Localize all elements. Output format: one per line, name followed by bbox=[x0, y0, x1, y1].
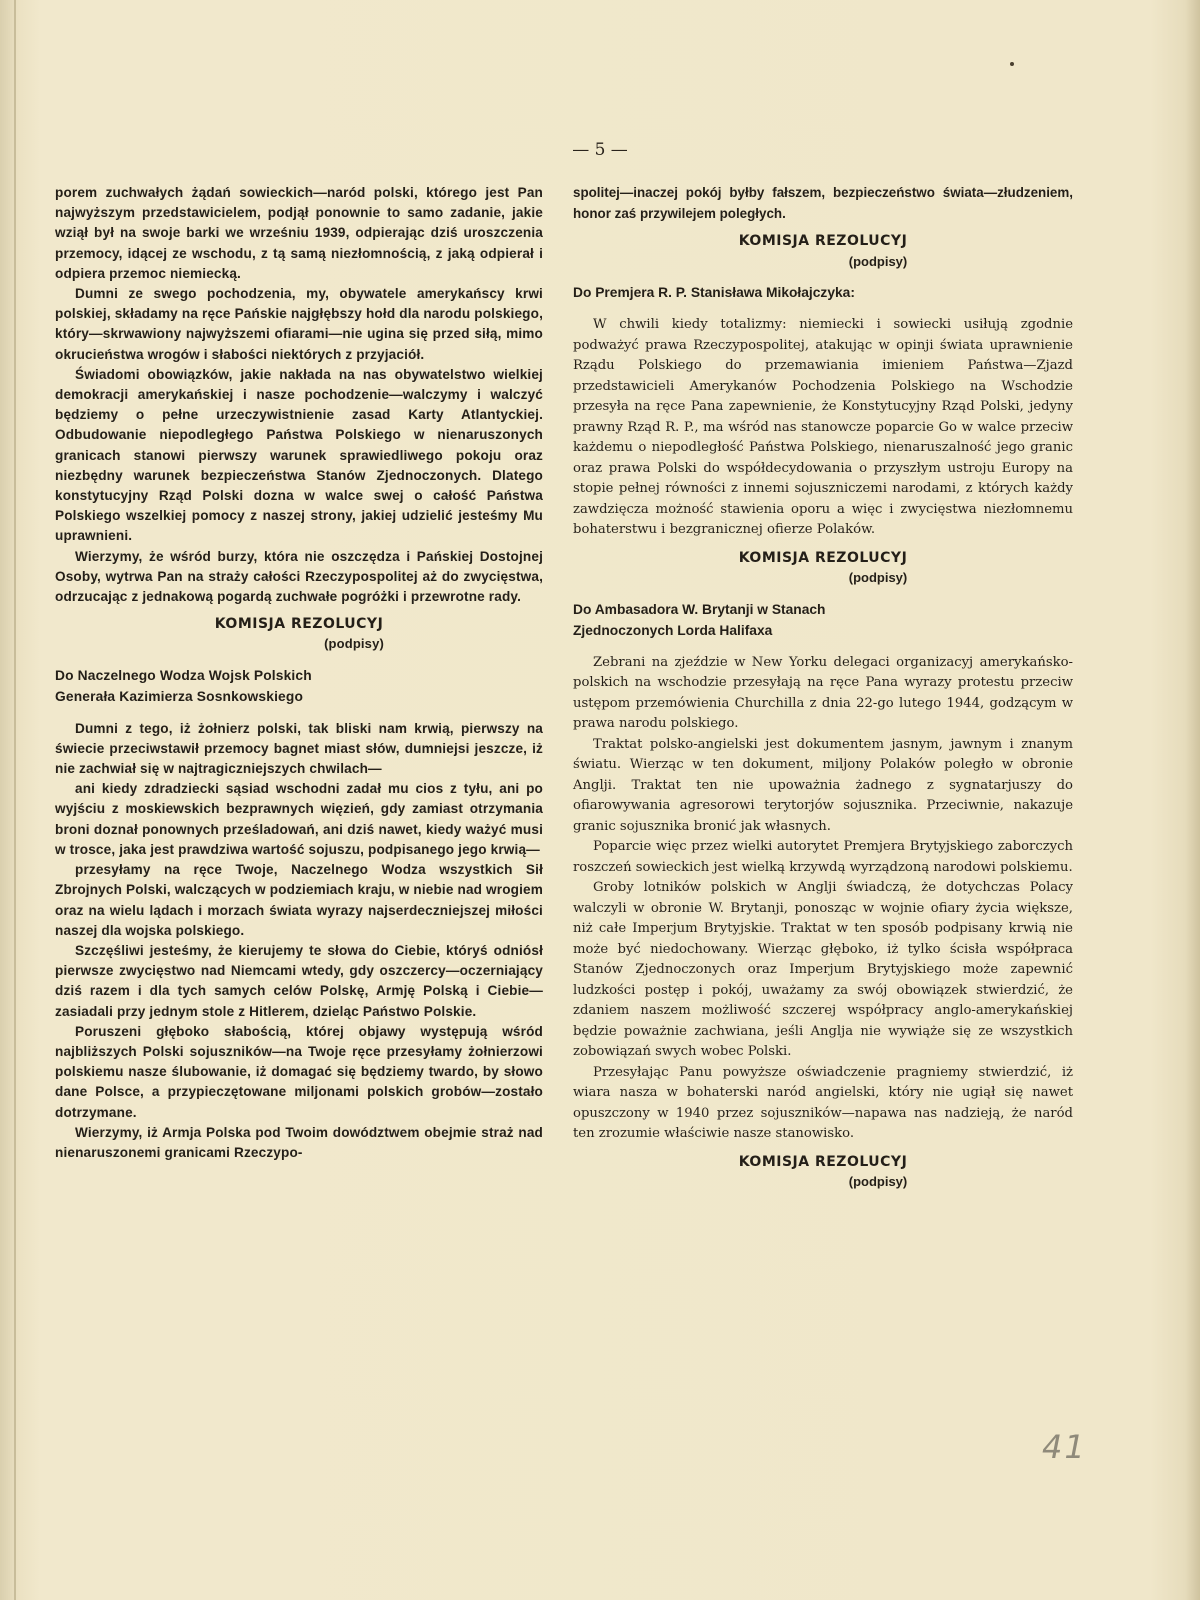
page-number: — 5 — bbox=[572, 140, 628, 160]
paragraph: Wierzymy, iż Armja Polska pod Twoim dowództwem obejmie straż nad nienaruszonemi granicami Rzeczypo- bbox=[55, 1124, 543, 1160]
addressee-line: Do Naczelnego Wodza Wojsk Polskich bbox=[55, 667, 312, 683]
letter-addressee: Do Premjera R. P. Stanisława Mikołajczyka: bbox=[573, 285, 855, 300]
paragraph: Traktat polsko-angielski jest dokumentem jasnym, jawnym i znanym światu. Wierząc w ten dokument, miljony Polaków poległo w obronie Anglji. Traktat ten nie upoważnia żadnego z sygnatarjuszy do ofiarowywania agresorowi terytorjów sojusznika. Przeciwnie, nakazuje granic sojusznika bronić jak własnych. bbox=[573, 736, 1073, 834]
commission-heading: KOMISJA REZOLUCYJ bbox=[738, 233, 908, 249]
paragraph: Groby lotników polskich w Anglji świadczą, że dotychczas Polacy walczyli w obronie W. Brytanji, ponosząc w wojnie ofiary życia większe, niż całe Imperjum Brytyjskie. Traktat w ten sposób podpisany krwią nie może być niedochowany. Wierząc głęboko, iż tylko ścisła współpraca Stanów Zjednoczonych oraz Imperjum Brytyjskiego może zapewnić ludzkości postęp i pokój, uważamy za swój obowiązek stwierdzić, że zdaniem naszem możliwość szczerej współpracy anglo-amerykańskiej będzie poważnie zachwiana, jeśli Anglja nie wywiąże się ze wszystkich zobowiązań swych wobec Polski. bbox=[573, 880, 1073, 1059]
binding-edge bbox=[14, 0, 16, 1600]
addressee-line: Zjednoczonych Lorda Halifaxa bbox=[573, 622, 773, 638]
paragraph: Zebrani na zjeździe w New Yorku delegaci organizacyj amerykańsko-polskich na wschodzie przesyłają na ręce Pana wyrazy protestu przeciw ustępom przemówienia Churchilla z dnia 22-go lutego 1944, godzącym w prawa narodu polskiego. bbox=[573, 654, 1073, 731]
letter-addressee bbox=[573, 599, 1073, 641]
paragraph: Poparcie więc przez wielki autorytet Premjera Brytyjskiego zaborczych roszczeń sowieckich jest wielką krzywdą wyrządzoną narodowi polskiemu. bbox=[573, 839, 1073, 875]
signatures-note: (podpisy) bbox=[848, 1174, 908, 1189]
signatures-note: (podpisy) bbox=[324, 636, 384, 652]
handwritten-page-note: 41 bbox=[1042, 1428, 1087, 1466]
paragraph: Świadomi obowiązków, jakie nakłada na nas obywatelstwo wielkiej demokracji amerykańskiej i nasze pochodzenie—walczymy i walczyć będziemy o pełne urzeczywistnienie zasad Karty Atlantyckiej. Odbudowanie niepodległego Państwa Polskiego w nienaruszonych granicach stanowi pierwszy warunek sprawiedliwego pokoju oraz niezbędny warunek bezpieczeństwa Stanów Zjednoczonych. Dlatego konstytucyjny Rząd Polski dozna w walce swej o całość Państwa Polskiego wszelkiej pomocy z naszej strony, jakiej udzielić jesteśmy Mu uprawnieni. bbox=[55, 366, 543, 544]
paragraph: Przesyłając Panu powyższe oświadczenie pragniemy stwierdzić, iż wiara nasza w bohaterski naród angielski, który nie ugiął się nawet opuszczony w 1940 przez sojuszników—napawa nas nadzieją, że naród ten zrozumie właściwie nasze stanowisko. bbox=[573, 1064, 1073, 1141]
addressee-line: Do Ambasadora W. Brytanji w Stanach bbox=[573, 601, 826, 617]
paragraph: Szczęśliwi jesteśmy, że kierujemy te słowa do Ciebie, któryś odniósł pierwsze zwycięstwo nad Niemcami wtedy, gdy oszczercy—oczerniający dziś razem i dla tych samych celów Polskę, Armję Polską i Ciebie—zasiadali przy jednym stole z Hitlerem, dzieląc Państwo Polskie. bbox=[55, 942, 543, 1019]
letter-addressee bbox=[55, 665, 543, 707]
paragraph: porem zuchwałych żądań sowieckich—naród polski, którego jest Pan najwyższym przedstawicielem, podjął ponownie to samo zadanie, jakie wziął był na swoje barki we wrześniu 1939, odpierając dziś uroszczenia przemocy, idącej ze wschodu, z tą samą niezłomnością, z jaką odpierał i odpiera przemoc niemiecką. bbox=[55, 185, 543, 281]
paragraph: Wierzymy, że wśród burzy, która nie oszczędza i Pańskiej Dostojnej Osoby, wytrwa Pan na straży całości Rzeczypospolitej aż do zwycięstwa, odrzucając z jednakową pogardą zuchwałe pogróżki i przewrotne rady. bbox=[55, 548, 543, 605]
paragraph: przesyłamy na ręce Twoje, Naczelnego Wodza wszystkich Sił Zbrojnych Polski, walczących w podziemiach kraju, w niebie nad wrogiem oraz na wielu lądach i morzach świata wyrazy najserdeczniejszej miłości naszej dla wojska polskiego. bbox=[55, 862, 543, 938]
paragraph: Dumni z tego, iż żołnierz polski, tak bliski nam krwią, pierwszy na świecie przeciwstawił przemocy bagnet miast słów, dumniejsi jeszcze, iż nie zachwiał się w najtragiczniejszych chwilach— bbox=[55, 720, 543, 777]
paragraph: Poruszeni głęboko słabością, której objawy występują wśród najbliższych Polski sojuszników—na Twoje ręce przesyłamy żołnierzowi polskiemu nasze ślubowanie, iż domagać się będziemy twardo, by słowo dane Polsce, a przypieczętowane miljonami polskich grobów—zostało dotrzymane. bbox=[55, 1023, 543, 1120]
addressee-line: Generała Kazimierza Sosnkowskiego bbox=[55, 688, 304, 704]
ink-dot bbox=[1010, 62, 1014, 66]
paragraph: spolitej—inaczej pokój byłby fałszem, bezpieczeństwo świata—złudzeniem, honor zaś przywilejem poległych. bbox=[573, 185, 1073, 221]
left-column bbox=[55, 183, 543, 1163]
paragraph: W chwili kiedy totalizmy: niemiecki i sowiecki usiłują zgodnie podważyć prawa Rzeczypospolitej, atakując w opinji świata uprawnienie Rządu Polskiego do przemawiania imieniem Państwa—Zjazd przedstawicieli Amerykanów Pochodzenia Polskiego na Wschodzie przesyła na ręce Pana zapewnienie, że Konstytucyjny Rząd Polski, jedyny prawny Rząd R. P., ma wśród nas stanowcze poparcie Go w walce przeciw każdemu o niepodległość Państwa Polskiego, nienaruszalność jego granic oraz prawa Polski do współdecydowania o przyszłym ustroju Europy na stopie pełnej równości z innemi sojuszniczemi narodami, z których każdy zawdzięcza możność stawienia oporu a więc i zwycięstwa niezłomnemu bohaterstwu i bezgranicznej ofierze Polaków. bbox=[573, 317, 1073, 537]
commission-heading: KOMISJA REZOLUCYJ bbox=[738, 1153, 908, 1170]
signatures-note: (podpisy) bbox=[848, 253, 908, 269]
paragraph: Dumni ze swego pochodzenia, my, obywatele amerykańscy krwi polskiej, składamy na ręce Pańskie najgłębszy hołd dla narodu polskiego, który—skrwawiony najwyższemi ofiarami—nie ugina się przed siłą, mimo okrucieństwa wrogów i słabości niektórych z przyjaciół. bbox=[55, 286, 543, 362]
signatures-note: (podpisy) bbox=[848, 570, 908, 585]
right-column bbox=[573, 183, 1073, 1203]
commission-heading: KOMISJA REZOLUCYJ bbox=[214, 616, 384, 633]
commission-heading: KOMISJA REZOLUCYJ bbox=[738, 549, 908, 566]
paragraph: ani kiedy zdradziecki sąsiad wschodni zadał mu cios z tyłu, ani po wyjściu z moskiewskich bezprawnych więzień, gdy zamiast otrzymania broni doznał ponownych prześladowań, ani dziś nawet, kiedy ważyć musi w trosce, jaka jest prawdziwa wartość sojuszu, podpisanego jego krwią— bbox=[55, 781, 543, 857]
